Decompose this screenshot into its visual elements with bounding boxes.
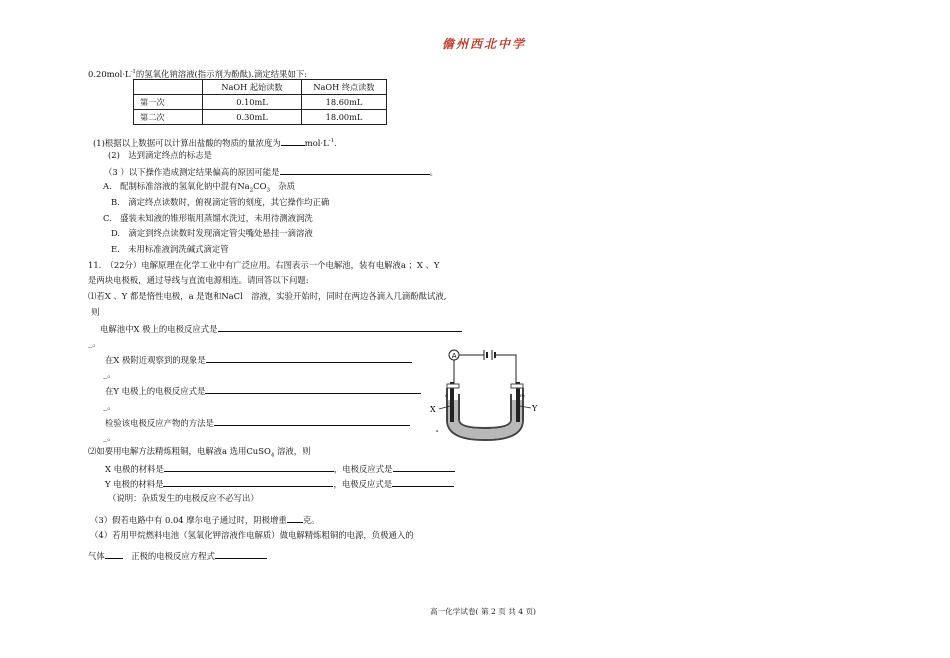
battery-icon	[484, 350, 495, 360]
intro-sup: -1	[130, 69, 136, 76]
intro-prefix: 0.20mol·L	[88, 69, 131, 79]
table-cell: 第一次	[134, 95, 203, 110]
answer-blank[interactable]	[206, 354, 412, 363]
table-cell: 18.60mL	[302, 95, 387, 110]
question-1	[93, 137, 337, 147]
answer-blank[interactable]	[164, 463, 334, 472]
answer-blank[interactable]	[287, 514, 303, 523]
option-a	[103, 182, 295, 194]
table-row	[134, 110, 387, 125]
table-cell: 0.10mL	[203, 95, 302, 110]
y-reaction-text: ，电极反应式是	[333, 479, 393, 489]
q3-text: （3 ）以下操作造成测定结果偏高的原因可能是	[104, 167, 280, 177]
part2-sub: 4	[270, 452, 275, 459]
right-stopper	[511, 384, 523, 388]
question-3	[104, 166, 438, 176]
option-a-tail: CO	[253, 181, 267, 191]
option-a-sub2: 3	[266, 187, 270, 194]
u-tube-inner	[459, 394, 511, 428]
y-material-question	[105, 478, 454, 488]
option-b: B. 滴定终点读数时，俯视滴定管的刻度，其它操作均正确	[111, 197, 330, 207]
q1-text: (1)根据以上数据可以计算出盐酸的物质的量浓度为	[93, 138, 281, 148]
answer-blank[interactable]	[281, 137, 305, 146]
answer-blank[interactable]	[218, 323, 462, 332]
titration-table	[133, 79, 387, 125]
answer-blank[interactable]	[393, 463, 455, 472]
note: （说明：杂质发生的电极反应不必写出）	[108, 493, 259, 503]
electrolysis-cell-diagram	[430, 348, 540, 444]
electrolyte-a-label: a	[436, 428, 439, 433]
x-material-text: X 电极的材料是	[105, 464, 164, 474]
y-label: Y	[532, 404, 538, 413]
answer-blank[interactable]	[280, 166, 430, 175]
p11-line2: 是两块电极板，通过导线与直流电源相连。请回答以下问题:	[88, 275, 309, 285]
table-cell: 18.00mL	[302, 110, 387, 125]
dash-line: _。	[103, 369, 116, 379]
intro-line	[88, 70, 307, 78]
x-label: X	[430, 405, 436, 414]
intro-suffix: 的氢氧化钠溶液(指示剂为酚酞).滴定结果如下:	[135, 69, 308, 79]
school-logo: 儋州西北中学	[442, 37, 527, 51]
small-c-label: C	[445, 393, 449, 398]
part2-end: 溶液，则	[274, 446, 311, 456]
table-header-cell: NaOH 起始读数	[203, 80, 302, 95]
check-method-text: 检验该电极反应产物的方法是	[105, 418, 214, 428]
answer-blank[interactable]	[215, 550, 267, 559]
q3-electron-text: （3）假若电路中有 0.04 摩尔电子通过时，阴极增重	[90, 515, 287, 525]
y-electrode-question	[105, 385, 421, 395]
x-electrode-question	[100, 323, 462, 333]
question-4-answer	[88, 550, 267, 560]
table-header-cell	[134, 80, 203, 95]
small-fe-label: Fe	[520, 393, 525, 398]
answer-blank[interactable]	[163, 478, 333, 487]
question-4: （4）若用甲烷燃料电池（氢氧化钾溶液作电解质）做电解精炼粗铜的电源，负极通入的	[90, 530, 414, 540]
part2-intro	[88, 447, 310, 459]
q1-unit: mol·L	[304, 138, 329, 148]
check-method-question	[105, 417, 410, 427]
q1-end: .	[334, 138, 337, 148]
q3-end: 。	[429, 167, 438, 177]
option-d: D. 滴定到终点读数时发现滴定管尖嘴处悬挂一滴溶液	[111, 228, 313, 238]
x-phenomenon-text: 在X 极附近观察到的现象是	[105, 355, 206, 365]
x-material-question	[105, 463, 455, 473]
p11-line3: ⑴若X 、Y 都是惰性电极，a 是饱和NaCl 溶液，实验开始时，同时在两边各滴入几滴酚酞试液,	[88, 291, 447, 301]
answer-blank[interactable]	[214, 417, 410, 426]
circuit-wire	[454, 355, 516, 384]
question-2: (2) 达到滴定终点的标志是	[108, 150, 212, 160]
x-electrode-text: 电解池中X 极上的电极反应式是	[100, 324, 218, 334]
dash-line: _。	[103, 401, 116, 411]
table-header-cell: NaOH 终点读数	[302, 80, 387, 95]
p11-line1: 11. （22分）电解原理在化学工业中有广泛应用。右图表示一个电解池，装有电解液a ；X 、Y	[88, 260, 440, 270]
q3-electron-end: 克。	[302, 515, 320, 525]
part2-text: ⑵如要用电解方法精炼粗铜，电解液a 选用CuSO	[88, 446, 271, 456]
option-a-text: A. 配制标准溶液的氢氧化钠中混有Na	[103, 181, 250, 191]
left-stopper	[447, 384, 459, 388]
y-material-text: Y 电极的材料是	[105, 479, 164, 489]
dash-line: _。	[103, 432, 116, 442]
option-e: E. 未用标准液润洗碱式滴定管	[111, 244, 229, 254]
option-a-sub: 2	[249, 187, 254, 194]
q4-gas-text: 气体	[88, 551, 105, 561]
answer-blank[interactable]	[105, 550, 123, 559]
q1-unit-sup: -1	[328, 138, 334, 145]
table-row	[134, 95, 387, 110]
q4-mid-text: 正极的电极反应方程式	[122, 551, 215, 561]
answer-blank[interactable]	[205, 385, 421, 394]
table-cell: 第二次	[134, 110, 203, 125]
option-a-tail2: 杂质	[269, 181, 296, 191]
option-c: C. 盛装未知液的锥形瓶用蒸馏水洗过，未用待测液润洗	[103, 213, 313, 223]
table-header-row	[134, 80, 387, 95]
dash-line: _。	[88, 338, 101, 348]
x-reaction-text: ，电极反应式是	[333, 464, 393, 474]
question-3-electrons	[90, 514, 320, 524]
ammeter-label: A	[451, 352, 457, 360]
x-phenomenon-question	[105, 354, 412, 364]
p11-line4: 则	[91, 307, 100, 317]
y-electrode-text: 在Y 电极上的电极反应式是	[105, 386, 206, 396]
page-footer: 高一化学试卷( 第 2 页 共 4 页)	[430, 607, 537, 616]
answer-blank[interactable]	[392, 478, 454, 487]
table-cell: 0.30mL	[203, 110, 302, 125]
